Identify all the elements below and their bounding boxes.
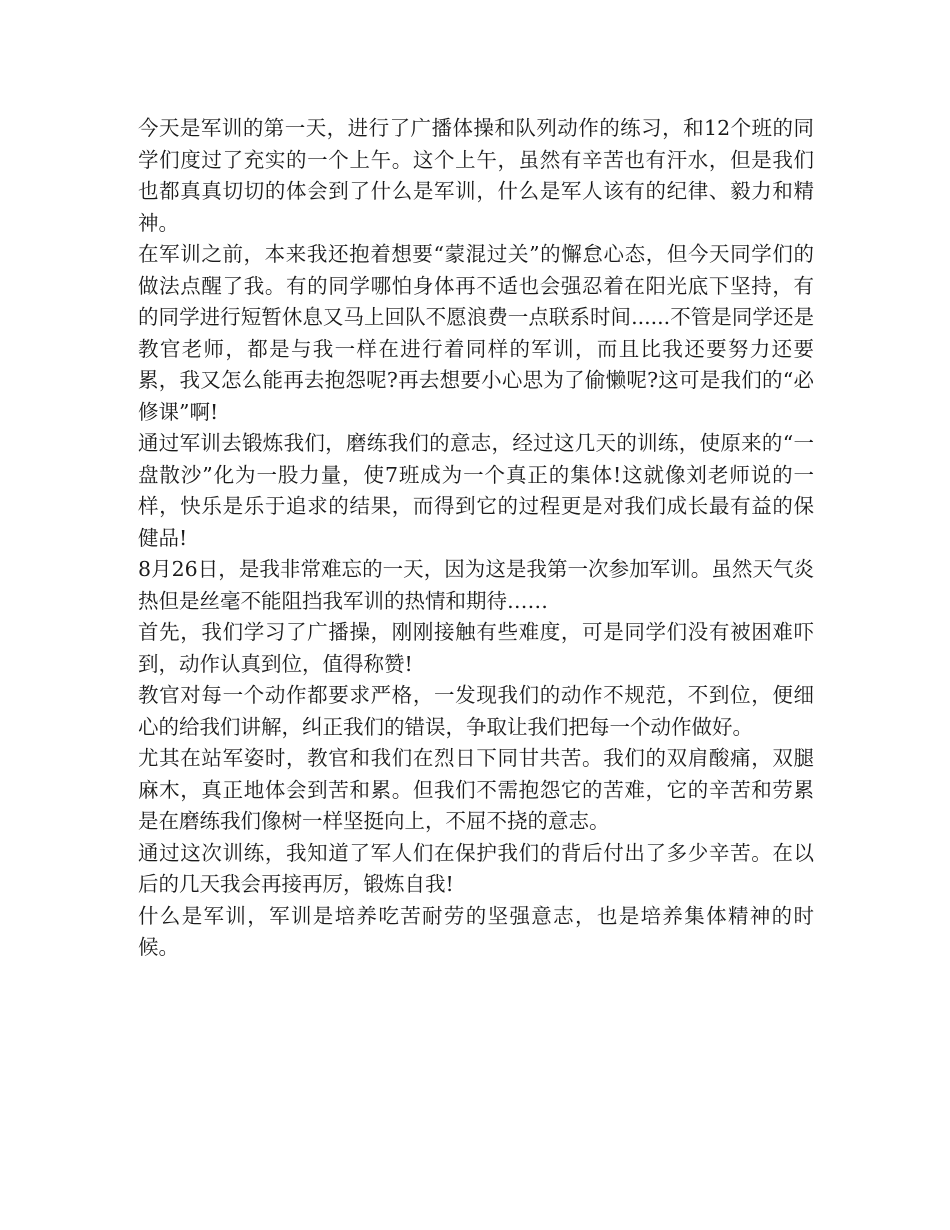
paragraph-7: 尤其在站军姿时，教官和我们在烈日下同甘共苦。我们的双肩酸痛，双腿麻木，真正地体会到苦和累。但我们不需抱怨它的苦难，它的辛苦和劳累是在磨练我们像树一样坚挺向上，不屈不挠的意志。 — [138, 746, 814, 833]
paragraph-8: 通过这次训练，我知道了军人们在保护我们的背后付出了多少辛苦。在以后的几天我会再接再厉，锻炼自我! — [138, 840, 814, 896]
paragraph-5: 首先，我们学习了广播操，刚刚接触有些难度，可是同学们没有被困难吓到，动作认真到位，值得称赞! — [138, 620, 814, 676]
paragraph-9: 什么是军训，军训是培养吃苦耐劳的坚强意志，也是培养集体精神的时候。 — [138, 903, 814, 959]
paragraph-2: 在军训之前，本来我还抱着想要“蒙混过关”的懈怠心态，但今天同学们的做法点醒了我。有的同学哪怕身体再不适也会强忍着在阳光底下坚持，有的同学进行短暂休息又马上回队不愿浪费一点联系时间......不管是同学还是教官老师，都是与我一样在进行着同样的军训，而且比我还要努力还要累，我又怎么能再去抱怨呢?再去想要小心思为了偷懒呢?这可是我们的“必修课”啊! — [138, 242, 814, 424]
document-body — [138, 113, 814, 964]
paragraph-4: 8月26日，是我非常难忘的一天，因为这是我第一次参加军训。虽然天气炎热但是丝毫不能阻挡我军训的热情和期待…… — [138, 557, 814, 613]
paragraph-3: 通过军训去锻炼我们，磨练我们的意志，经过这几天的训练，使原来的“一盘散沙”化为一股力量，使7班成为一个真正的集体!这就像刘老师说的一样，快乐是乐于追求的结果，而得到它的过程更是对我们成长最有益的保健品! — [138, 431, 814, 550]
paragraph-6: 教官对每一个动作都要求严格，一发现我们的动作不规范，不到位，便细心的给我们讲解，纠正我们的错误，争取让我们把每一个动作做好。 — [138, 683, 814, 739]
paragraph-1: 今天是军训的第一天，进行了广播体操和队列动作的练习，和12个班的同学们度过了充实的一个上午。这个上午，虽然有辛苦也有汗水，但是我们也都真真切切的体会到了什么是军训，什么是军人该有的纪律、毅力和精神。 — [138, 116, 814, 235]
